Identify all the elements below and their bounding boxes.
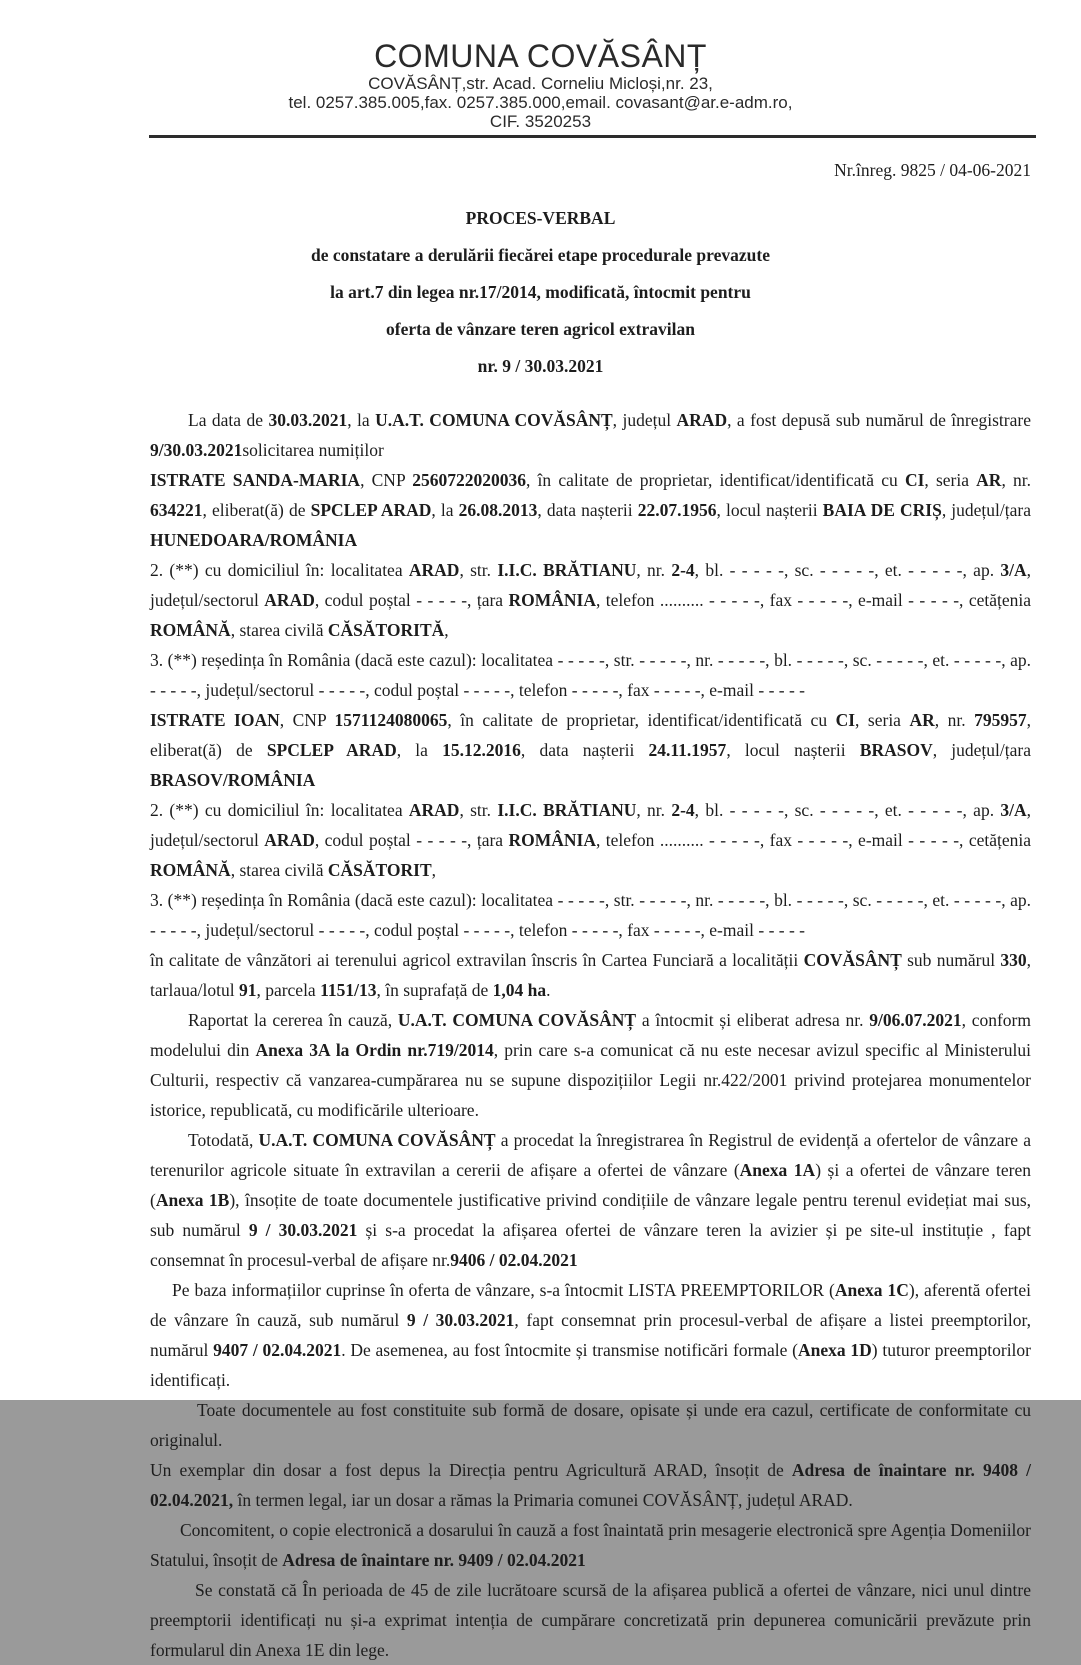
paragraph: La data de 30.03.2021, la U.A.T. COMUNA COVĂSÂNȚ, județul ARAD, a fost depusă sub numărul de înregistrare 9/30.03.2021solicitarea numiților xyxy=(150,410,1031,460)
paragraph: Se constată că În perioada de 45 de zile lucrătoare scursă de la afișarea publică a ofertei de vânzare, nici unul dintre preemptorii identificați nu și-a exprimat intenția de cumpărare concretizată prin depunerea comunicării prevăzute prin formularul din Anexa 1E din lege. xyxy=(150,1580,1031,1660)
paragraph: Totodată, U.A.T. COMUNA COVĂSÂNȚ a procedat la înregistrarea în Registrul de evidență a ofertelor de vânzare a terenurilor agricole situate în extravilan a cererii de afișare a ofertei de vânzare (Anexa 1A) și a ofertei de vânzare teren (Anexa 1B), însoțite de toate documentele justificative privind condițiile de vânzare legale pentru terenul evidețiat mai sus, sub numărul 9 / 30.03.2021 și s-a procedat la afișarea ofertei de vânzare teren la avizier și pe site-ul instituție , fapt consemnat în procesul-verbal de afișare nr.9406 / 02.04.2021 xyxy=(150,1130,1032,1270)
paragraph: 2. (**) cu domiciliul în: localitatea ARAD, str. I.I.C. BRĂTIANU, nr. 2-4, bl. - - - - -, sc. - - - - -, et. - - - - -, ap. 3/A, județul/sectorul ARAD, codul poștal - - - - -, țara ROMÂNIA, telefon .......... - - - - -, fax - - - - -, e-mail - - - - -, cetățenia ROMÂNĂ, starea civilă CĂSĂTORIT, xyxy=(150,800,1031,880)
paragraph: ISTRATE SANDA-MARIA, CNP 2560722020036, în calitate de proprietar, identificat/identificată cu CI, seria AR, nr. 634221, eliberat(ă) de SPCLEP ARAD, la 26.08.2013, data nașterii 22.07.1956, locul nașterii BAIA DE CRIȘ, județul/țara HUNEDOARA/ROMÂNIA xyxy=(150,470,1031,550)
document-body xyxy=(150,405,1031,1665)
org-name: COMUNA COVĂSÂNȚ xyxy=(374,38,707,74)
document-title: PROCES-VERBAL xyxy=(465,208,616,228)
letterhead xyxy=(0,0,1081,131)
org-cif: CIF. 3520253 xyxy=(489,112,592,131)
paragraph: ISTRATE IOAN, CNP 1571124080065, în calitate de proprietar, identificat/identificată cu CI, seria AR, nr. 795957, eliberat(ă) de SPCLEP ARAD, la 15.12.2016, data nașterii 24.11.1957, locul nașterii BRASOV, județul/țara BRASOV/ROMÂNIA xyxy=(150,710,1031,790)
title-line-4: oferta de vânzare teren agricol extravilan xyxy=(386,319,695,339)
paragraph: Concomitent, o copie electronică a dosarului în cauză a fost înaintată prin mesagerie electronică spre Agenția Domeniilor Statului, însoțit de Adresa de înaintare nr. 9409 / 02.04.2021 xyxy=(150,1520,1031,1570)
registration-number: Nr.înreg. 9825 / 04-06-2021 xyxy=(834,160,1031,180)
paragraph: 3. (**) reședința în România (dacă este cazul): localitatea - - - - -, str. - - - - -, nr. - - - - -, bl. - - - - -, sc. - - - - -, et. - - - - -, ap. - - - - -, județul/sectorul - - - - -, codul poștal - - - - -, telefon - - - - -, fax - - - - -, e-mail - - - - - xyxy=(150,890,1031,940)
header-divider xyxy=(149,135,1036,138)
document-title-block xyxy=(0,200,1081,385)
title-line-5: nr. 9 / 30.03.2021 xyxy=(477,356,604,376)
paragraph: Un exemplar din dosar a fost depus la Direcția pentru Agricultură ARAD, însoțit de Adresa de înaintare nr. 9408 / 02.04.2021, în termen legal, iar un dosar a rămas la Primaria comunei COVĂSÂNȚ, județul ARAD. xyxy=(150,1460,1032,1510)
org-contact: tel. 0257.385.005,fax. 0257.385.000,email. covasant@ar.e-adm.ro, xyxy=(288,93,793,112)
org-address: COVĂSÂNȚ,str. Acad. Corneliu Micloși,nr. 23, xyxy=(368,74,713,93)
paragraph: Raportat la cererea în cauză, U.A.T. COMUNA COVĂSÂNȚ a întocmit și eliberat adresa nr. 9/06.07.2021, conform modelului din Anexa 3A la Ordin nr.719/2014, prin care s-a comunicat că nu este necesar avizul specific al Ministerului Culturii, respectiv că vanzarea-cumpărarea nu se supune dispozițiilor Legii nr.422/2001 privind protejarea monumentelor istorice, republicată, cu modificările ulterioare. xyxy=(150,1010,1032,1120)
paragraph: Toate documentele au fost constituite sub formă de dosare, opisate și unde era cazul, certificate de conformitate cu originalul. xyxy=(150,1400,1031,1450)
paragraph: 2. (**) cu domiciliul în: localitatea ARAD, str. I.I.C. BRĂTIANU, nr. 2-4, bl. - - - - -, sc. - - - - -, et. - - - - -, ap. 3/A, județul/sectorul ARAD, codul poștal - - - - -, țara ROMÂNIA, telefon .......... - - - - -, fax - - - - -, e-mail - - - - -, cetățenia ROMÂNĂ, starea civilă CĂSĂTORITĂ, xyxy=(150,560,1031,640)
title-line-3: la art.7 din legea nr.17/2014, modificată, întocmit pentru xyxy=(330,282,751,302)
title-line-2: de constatare a derulării fiecărei etape procedurale prevazute xyxy=(311,245,770,265)
paragraph: Pe baza informațiilor cuprinse în oferta de vânzare, s-a întocmit LISTA PREEMPTORILOR (Anexa 1C), aferentă ofertei de vânzare în cauză, sub numărul 9 / 30.03.2021, fapt consemnat prin procesul-verbal de afișare a listei preemptorilor, numărul 9407 / 02.04.2021. De asemenea, au fost întocmite și transmise notificări formale (Anexa 1D) tuturor preemptorilor identificați. xyxy=(150,1280,1032,1390)
paragraph: în calitate de vânzători ai terenului agricol extravilan înscris în Cartea Funciară a localității COVĂSÂNȚ sub numărul 330, tarlaua/lotul 91, parcela 1151/13, în suprafață de 1,04 ha. xyxy=(150,950,1031,1000)
paragraph: 3. (**) reședința în România (dacă este cazul): localitatea - - - - -, str. - - - - -, nr. - - - - -, bl. - - - - -, sc. - - - - -, et. - - - - -, ap. - - - - -, județul/sectorul - - - - -, codul poștal - - - - -, telefon - - - - -, fax - - - - -, e-mail - - - - - xyxy=(150,650,1031,700)
